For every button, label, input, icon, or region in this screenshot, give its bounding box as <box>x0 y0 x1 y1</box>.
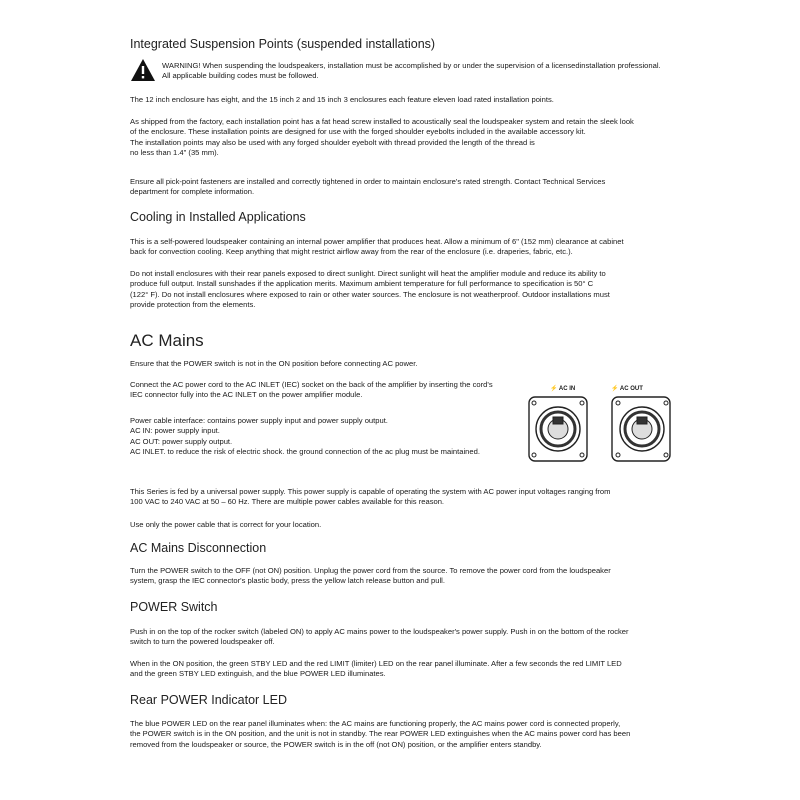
suspension-para-1 <box>130 95 554 105</box>
acmains-para-5 <box>130 520 321 530</box>
ac-out-label: ⚡ AC OUT <box>611 386 643 392</box>
text-line: WARNING! When suspending the loudspeakers, installation must be accomplished by or under the supervision of a licensed <box>162 61 580 70</box>
text-line: Connect the AC power cord to the AC INLET (IEC) socket on the back of the amplifier by inserting the cord's <box>130 380 493 389</box>
text-line: and the green STBY LED extinguish, and the blue POWER LED illuminates. <box>130 669 386 679</box>
text-line: back for convection cooling. Keep anything that might restrict airflow away from the rear of the enclosure (i.e. draperies, fabric, etc.). <box>130 247 573 257</box>
disconnect-para-1 <box>130 566 611 587</box>
text-line: Turn the POWER switch to the OFF (not ON) position. Unplug the power cord from the source. To remove the power cord from the loudspeaker <box>130 566 611 575</box>
text-line: Use only the power cable that is correct for your location. <box>130 520 322 529</box>
text-line: no less than 1.4" (35 mm). <box>130 148 219 158</box>
acmains-para-1 <box>130 359 417 369</box>
text-line: IEC connector fully into the AC INLET on the power amplifier module. <box>130 390 363 400</box>
powercon-sockets-icon <box>528 395 673 467</box>
manual-page <box>130 0 670 800</box>
text-line: The blue POWER LED on the rear panel illuminates when: the AC mains are functioning properly, the AC mains power cord is connected properly, <box>130 719 621 728</box>
text-line: department for complete information. <box>130 187 255 197</box>
text-line: This is a self-powered loudspeaker containing an internal power amplifier that produces heat. Allow a minimum of 6" (152 mm) clearance at cabinet <box>130 237 624 246</box>
ac-connectors-diagram <box>528 385 673 467</box>
acmains-para-4 <box>130 487 610 508</box>
text-line: the POWER switch is in the ON position, and the unit is not in standby. The rear POWER LED extinguishes when the AC mains power cord has been <box>130 729 631 739</box>
text-line: Do not install enclosures with their rear panels exposed to direct sunlight. Direct sunlight will heat the amplifier module and reduce its ability to <box>130 269 606 278</box>
text-line: (122° F). Do not install enclosures where exposed to rain or other water sources. The enclosure is not weatherproof. Outdoor installations must <box>130 289 610 299</box>
text-line: Ensure all pick-point fasteners are installed and correctly tightened in order to maintain enclosure's rated strength. Contact Technical Services <box>130 177 606 186</box>
acmains-para-2 <box>130 380 493 401</box>
text-line: AC IN: power supply input. <box>130 426 220 436</box>
text-line: AC OUT: power supply output. <box>130 436 233 446</box>
text-line: produce full output. Install sunshades if the application merits. Maximum ambient temperature for full performance to specification is 50° C <box>130 279 594 289</box>
text-line: The installation points may also be used with any forged shoulder eyebolt with thread provided the length of the thread is <box>130 137 535 147</box>
heading-cooling: Cooling in Installed Applications <box>130 210 306 224</box>
powerswitch-para-1 <box>130 627 629 648</box>
warning-triangle-icon <box>130 58 156 82</box>
text-line: installation professional. All applicable building codes must be followed. <box>162 61 661 81</box>
acmains-para-3 <box>130 416 480 458</box>
text-line: system, grasp the IEC connector's plastic body, press the yellow latch release button and pull. <box>130 576 445 586</box>
text-line: The 12 inch enclosure has eight, and the 15 inch 2 and 15 inch 3 enclosures each feature eleven load rated installation points. <box>130 95 554 104</box>
text-line: of the enclosure. These installation points are designed for use with the forged shoulder eyebolts included in the available accessory kit. <box>130 127 586 137</box>
text-line: This Series is fed by a universal power supply. This power supply is capable of operating the system with AC power input voltages ranging from <box>130 487 611 496</box>
ac-in-label: ⚡ AC IN <box>550 386 576 392</box>
cooling-para-1 <box>130 237 624 258</box>
suspension-para-3 <box>130 177 605 198</box>
heading-disconnection: AC Mains Disconnection <box>130 541 267 555</box>
text-line: 100 VAC to 240 VAC at 50 – 60 Hz. There are multiple power cables available for this reason. <box>130 497 445 507</box>
heading-power-switch: POWER Switch <box>130 600 218 614</box>
text-line: AC INLET. to reduce the risk of electric shock. the ground connection of the ac plug must be maintained. <box>130 447 480 457</box>
text-line: Push in on the top of the rocker switch (labeled ON) to apply AC mains power to the loudspeaker's power supply. Push in on the bottom of the rocker <box>130 627 629 636</box>
indicator-para-1 <box>130 719 630 750</box>
text-line: When in the ON position, the green STBY LED and the red LIMIT (limiter) LED on the rear panel illuminate. After a few seconds the red LIMIT LED <box>130 659 622 668</box>
suspension-para-2 <box>130 117 634 159</box>
heading-suspension: Integrated Suspension Points (suspended installations) <box>130 37 436 51</box>
text-line: switch to turn the powered loudspeaker off. <box>130 637 275 647</box>
text-line: Ensure that the POWER switch is not in the ON position before connecting AC power. <box>130 359 418 368</box>
text-line: provide protection from the elements. <box>130 300 256 310</box>
text-line: Power cable interface: contains power supply input and power supply output. <box>130 416 388 425</box>
text-line: As shipped from the factory, each installation point has a fat head screw installed to acoustically seal the loudspeaker system and retain the sleek look <box>130 117 634 126</box>
text-line: removed from the loudspeaker or source, the POWER switch is in the off (not ON) position, or the amplifier enters standby. <box>130 739 542 749</box>
powerswitch-para-2 <box>130 659 622 680</box>
heading-ac-mains: AC Mains <box>130 331 204 350</box>
warning-text <box>162 61 670 82</box>
cooling-para-2 <box>130 269 610 311</box>
heading-indicator-led: Rear POWER Indicator LED <box>130 693 287 707</box>
